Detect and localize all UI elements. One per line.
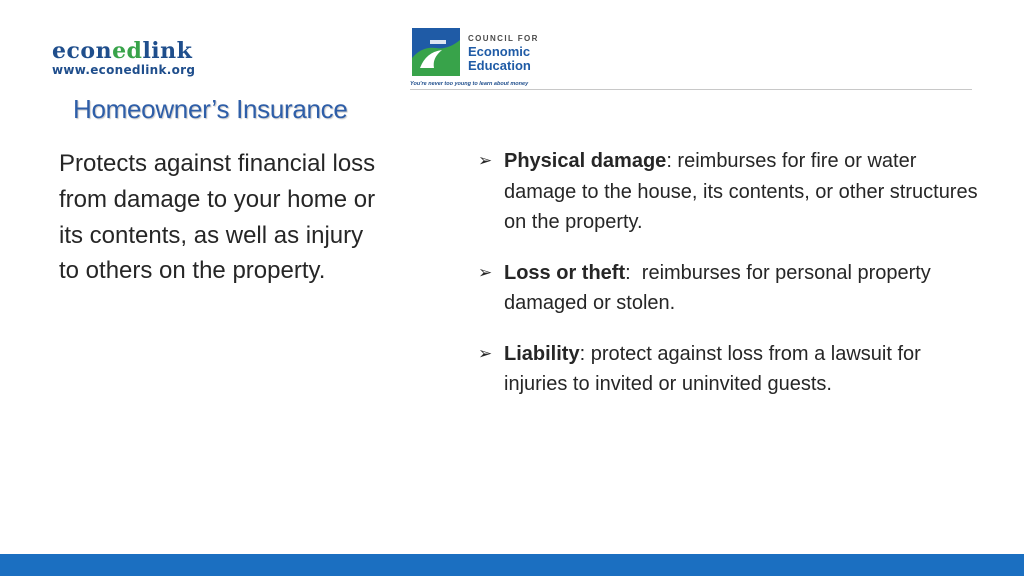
description-text: Protects against financial loss from damage to your home or its contents, as well as injury to others on the property. xyxy=(59,150,376,285)
slide-title: Homeowner’s Insurance xyxy=(73,94,348,124)
wordmark-part-econ: econ xyxy=(52,38,113,64)
bullet-text: : reimburses for fire or water damage to the house, its contents, or other structures on the property. xyxy=(504,150,978,233)
bullet-text: : reimburses for personal property damaged or stolen. xyxy=(504,261,937,314)
arrow-bullet-icon: ➢ xyxy=(478,262,493,282)
econedlink-logo xyxy=(52,40,195,77)
bullet-term: Loss or theft xyxy=(504,261,626,284)
wordmark-part-ed: ed xyxy=(112,38,143,64)
header-divider xyxy=(410,89,972,90)
cee-tagline: You're never too young to learn about money xyxy=(410,81,529,87)
list-item xyxy=(478,339,978,400)
bullet-term: Liability xyxy=(504,342,580,365)
arrow-bullet-icon: ➢ xyxy=(478,151,493,170)
cee-text xyxy=(468,34,539,73)
econedlink-url: www.econedlink.org xyxy=(52,63,196,77)
wordmark-part-link: link xyxy=(142,38,193,64)
council-economic-education-logo xyxy=(410,28,550,92)
cee-line2: Economic xyxy=(468,44,531,59)
list-item xyxy=(478,258,978,319)
bullet-term: Physical damage xyxy=(504,150,667,172)
list-item xyxy=(478,146,978,238)
cee-emblem-icon xyxy=(412,28,460,76)
footer-bar xyxy=(0,554,1024,576)
cee-line3: Education xyxy=(468,58,531,73)
bullet-text: : protect against loss from a lawsuit for injuries to invited or uninvited guests. xyxy=(504,342,921,395)
arrow-bullet-icon: ➢ xyxy=(478,343,493,363)
econedlink-wordmark xyxy=(52,40,195,62)
coverage-list xyxy=(478,146,978,420)
cee-line1: COUNCIL FOR xyxy=(468,34,539,43)
